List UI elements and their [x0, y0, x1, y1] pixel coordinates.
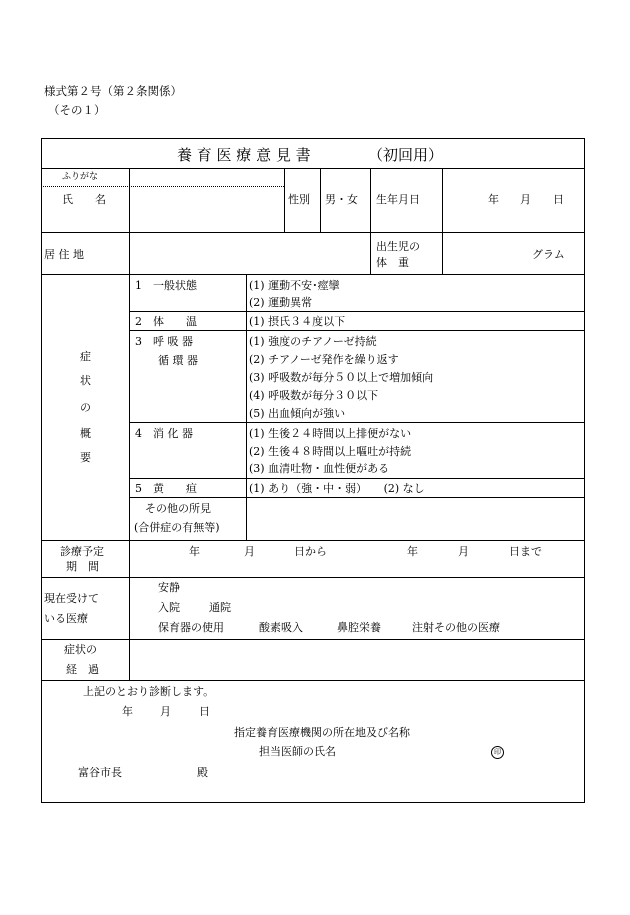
care-oxygen: 酸素吸入 — [259, 621, 303, 634]
schedule-month-1: 月 — [244, 545, 255, 558]
current-care-label: 現在受けて — [44, 592, 99, 605]
symptom-item: (2) 生後４８時間以上嘔吐が持続 — [249, 445, 412, 458]
symptom-section-char: 症 — [80, 350, 91, 363]
symptom-item: (1) 運動不安･痙攣 — [249, 279, 340, 292]
symptom-item: (3) 血清吐物・血性便がある — [249, 462, 390, 475]
form-part: （その１） — [48, 103, 106, 117]
addressee-city: 富谷市長 — [78, 766, 122, 779]
symptom-item: (1) 摂氏３４度以下 — [249, 315, 346, 328]
category-jaundice-label: 5 黄 疸 — [135, 482, 197, 495]
symptom-section-char: 状 — [80, 374, 91, 387]
birth-year-label: 年 — [488, 193, 499, 206]
care-nasal-feeding: 鼻腔栄養 — [337, 621, 381, 634]
schedule-year-2: 年 — [407, 545, 418, 558]
progress-label-2: 経 過 — [66, 663, 99, 676]
other-findings-note: (合併症の有無等) — [134, 521, 220, 534]
care-inpatient: 入院 — [158, 601, 180, 614]
symptom-item: (5) 出血傾向が強い — [249, 407, 346, 420]
current-care-label-2: いる医療 — [44, 612, 88, 625]
form-title: 養 育 医 療 意 見 書 — [177, 146, 311, 164]
schedule-label-2: 期 間 — [66, 560, 99, 573]
form-subtitle: （初回用） — [368, 146, 444, 164]
care-injection: 注射その他の医療 — [412, 621, 500, 634]
doctor-label: 担当医師の氏名 — [259, 745, 336, 758]
schedule-until: 日まで — [509, 545, 542, 558]
care-incubator: 保育器の使用 — [158, 621, 224, 634]
seal-icon: 印 — [491, 746, 504, 759]
symptom-item: (2) チアノーゼ発作を繰り返す — [249, 353, 399, 366]
birth-month-label: 月 — [520, 193, 531, 206]
birth-weight-label: 出生児の — [376, 240, 420, 253]
diagnosis-statement: 上記のとおり診断します。 — [83, 685, 215, 698]
care-rest: 安静 — [158, 581, 180, 594]
symptom-item: (3) 呼吸数が毎分５０以上で増加傾向 — [249, 371, 434, 384]
symptom-item: (4) 呼吸数が毎分３０以下 — [249, 389, 379, 402]
symptom-section-char: の — [80, 401, 91, 414]
institution-label: 指定養育医療機関の所在地及び名称 — [234, 726, 410, 739]
form-number: 様式第２号（第２条関係） — [44, 84, 182, 98]
symptom-item: (2) 運動異常 — [249, 296, 313, 309]
footer-day: 日 — [199, 705, 210, 718]
category-respiratory-label: 3 呼 吸 器 — [135, 335, 193, 348]
address-label: 居 住 地 — [44, 248, 84, 261]
seal-mark — [491, 745, 504, 759]
furigana-label: ふりがな — [62, 172, 99, 182]
weight-unit: グラム — [532, 248, 565, 261]
sex-options: 男・女 — [325, 193, 358, 206]
schedule-label: 診療予定 — [60, 545, 104, 558]
symptom-item: (1) 生後２４時間以上排便がない — [249, 427, 412, 440]
sex-label: 性別 — [288, 193, 310, 206]
footer-month: 月 — [160, 705, 171, 718]
birth-day-label: 日 — [553, 193, 564, 206]
symptom-section-char: 概 — [80, 427, 91, 440]
care-outpatient: 通院 — [209, 601, 231, 614]
category-circulatory-label: 循 環 器 — [158, 354, 198, 367]
category-general-label: 1 一般状態 — [135, 279, 197, 292]
category-temperature-label: 2 体 温 — [135, 315, 197, 328]
addressee-honorific: 殿 — [197, 766, 208, 779]
symptom-item: (1) あり（強・中・弱） (2) なし — [249, 482, 425, 495]
category-digestive-label: 4 消 化 器 — [135, 427, 193, 440]
birth-date-label: 生年月日 — [376, 193, 420, 206]
schedule-year-1: 年 — [189, 545, 200, 558]
birth-weight-label-2: 体 重 — [376, 256, 409, 269]
schedule-month-2: 月 — [458, 545, 469, 558]
schedule-from: 日から — [294, 545, 327, 558]
name-label: 氏 名 — [62, 193, 106, 206]
symptom-section-char: 要 — [80, 451, 91, 464]
symptom-item: (1) 強度のチアノーゼ持続 — [249, 335, 377, 348]
footer-year: 年 — [122, 705, 133, 718]
progress-label: 症状の — [64, 643, 97, 656]
other-findings-label: その他の所見 — [145, 502, 211, 515]
